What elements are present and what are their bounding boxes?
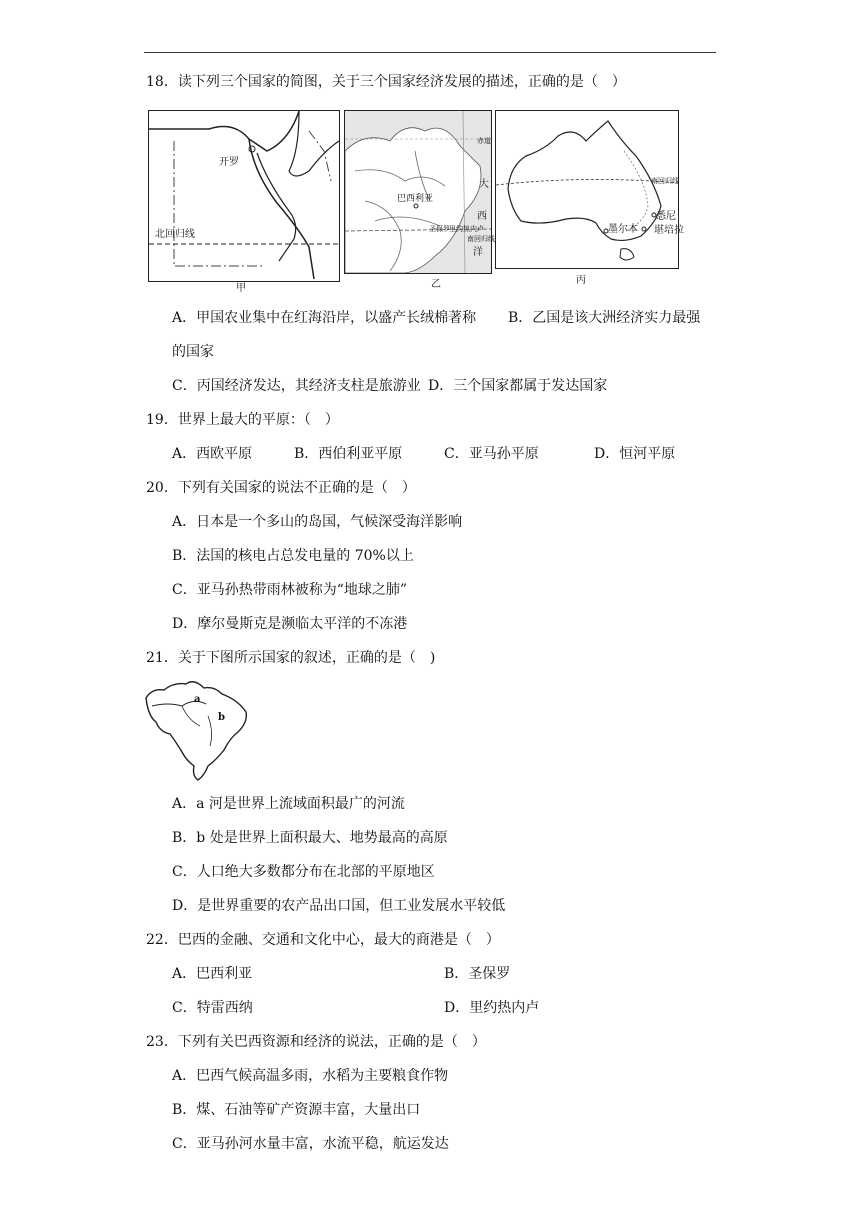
map-yi-label-6: 洋 xyxy=(473,247,483,258)
map-yi xyxy=(344,110,495,274)
q22-option-b: B．圣保罗 xyxy=(444,966,511,982)
map-bing-label-1: 悉尼 xyxy=(656,211,676,222)
map-yi-label-2: 西 xyxy=(477,211,487,222)
map-bing-caption: 丙 xyxy=(576,275,586,286)
q20-option-c: C．亚马孙热带雨林被称为“地球之肺” xyxy=(172,582,408,598)
map-yi-drawing xyxy=(345,111,491,273)
q18-stem: 18．读下列三个国家的简图，关于三个国家经济发展的描述，正确的是（ ） xyxy=(146,74,626,90)
top-rule xyxy=(144,52,716,53)
map-jia-city: 开罗 xyxy=(219,157,239,168)
q19-stem: 19．世界上最大的平原：（ ） xyxy=(146,412,339,428)
q19-option-c: C．亚马孙平原 xyxy=(444,446,539,462)
q20-option-a: A．日本是一个多山的岛国，气候深受海洋影响 xyxy=(172,514,463,530)
q20-option-d: D．摩尔曼斯克是濒临太平洋的不冻港 xyxy=(172,616,408,632)
q20-stem: 20．下列有关国家的说法不正确的是（ ） xyxy=(146,480,416,496)
q18-option-c: C．丙国经济发达，其经济支柱是旅游业 xyxy=(172,378,421,394)
q20-option-b: B．法国的核电占总发电量的 70%以上 xyxy=(172,548,414,564)
q19-option-b: B．西伯利亚平原 xyxy=(294,446,403,462)
q23-option-a: A．巴西气候高温多雨，水稻为主要粮食作物 xyxy=(172,1068,449,1084)
q22-option-c: C．特雷西纳 xyxy=(172,1000,253,1016)
map-bing-label-2: 墨尔本 xyxy=(608,224,638,235)
map-yi-label-3: 圣保罗 xyxy=(429,225,450,233)
q18-option-b: B．乙国是该大洲经济实力最强 xyxy=(508,310,701,326)
map-yi-label-1: 大 xyxy=(479,179,489,190)
q21-map-label-b: b xyxy=(218,712,225,723)
map-jia-line-label: 北回归线 xyxy=(155,229,195,240)
q21-map-label-a: a xyxy=(194,694,201,705)
map-yi-label-0: 赤道 xyxy=(477,137,491,145)
q19-option-d: D．恒河平原 xyxy=(594,446,676,462)
q23-stem: 23．下列有关巴西资源和经济的说法，正确的是（ ） xyxy=(146,1034,486,1050)
q22-option-a: A．巴西利亚 xyxy=(172,966,253,982)
map-yi-city: 巴西利亚 xyxy=(397,194,434,204)
map-yi-label-5: 南回归线 xyxy=(467,235,495,243)
q23-option-c: C．亚马孙河水量丰富，水流平稳，航运发达 xyxy=(172,1136,449,1152)
q18-option-d: D．三个国家都属于发达国家 xyxy=(428,378,608,394)
map-jia-caption: 甲 xyxy=(236,283,246,294)
q18-option-b-cont: 的国家 xyxy=(172,344,214,360)
q22-option-d: D．里约热内卢 xyxy=(444,1000,540,1016)
q21-brazil-map xyxy=(142,676,252,781)
map-bing-label-3: 堪培拉 xyxy=(654,225,684,236)
map-yi-label-4: 里约热内卢 xyxy=(449,225,484,233)
q22-stem: 22．巴西的金融、交通和文化中心，最大的商港是（ ） xyxy=(146,932,500,948)
q18-option-a: A．甲国农业集中在红海沿岸，以盛产长绒棉著称 xyxy=(172,310,477,326)
map-bing xyxy=(495,110,684,269)
q21-option-c: C．人口绝大多数都分布在北部的平原地区 xyxy=(172,864,435,880)
q21-stem: 21．关于下图所示国家的叙述，正确的是（ ) xyxy=(146,650,436,666)
map-bing-label-0: 南回归线 xyxy=(651,177,679,185)
q23-option-b: B．煤、石油等矿产资源丰富，大量出口 xyxy=(172,1102,421,1118)
map-bing-drawing xyxy=(496,111,678,268)
q21-option-a: A．a 河是世界上流域面积最广的河流 xyxy=(172,796,405,812)
q19-option-a: A．西欧平原 xyxy=(172,446,253,462)
map-jia-drawing xyxy=(149,111,339,281)
map-jia xyxy=(148,110,340,282)
q21-option-d: D．是世界重要的农产品出口国，但工业发展水平较低 xyxy=(172,898,506,914)
q18-maps xyxy=(146,110,686,295)
map-yi-caption: 乙 xyxy=(431,279,441,290)
q21-brazil-drawing xyxy=(142,676,252,781)
q21-option-b: B．b 处是世界上面积最大、地势最高的高原 xyxy=(172,830,448,846)
